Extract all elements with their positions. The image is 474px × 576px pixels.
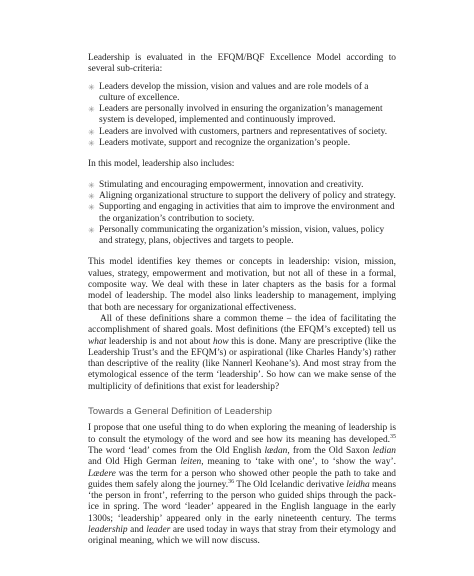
asterisk-bullet-icon: ✳ bbox=[88, 127, 95, 137]
asterisk-bullet-icon: ✳ bbox=[88, 225, 95, 235]
footnote-ref: 36 bbox=[228, 478, 235, 485]
model-intro: In this model, leadership also includes: bbox=[88, 159, 235, 170]
criteria-item: ✳ Leaders are involved with customers, partners and representatives of society. bbox=[88, 126, 388, 137]
includes-item: ✳ Supporting and engaging in activities that aim to improve the environment and the organization’s contribution to society. bbox=[88, 202, 395, 224]
etymology-paragraph: I propose that one useful thing to do when exploring the meaning of leadership is to consult the etymology of the word and see how its meaning has developed.$^{35}$ The word ‘lead’ comes from the Old English lædan, from the Old Saxon ledian and Old High German leiten, meaning to ‘take with one’, to ‘show the way’. Lædere was the term for a person who showed other people the path to take and guides them safely along the journey.$^{36}$ The Old Icelandic derivative leidha means ‘the person in front’, referring to the person who guided ships through the pack-ice in spring. The word ‘leader’ appeared in the English language in the early 1300s; ‘leadership’ appeared only in the early nineteenth century. The terms leadership and leader are used today in ways that stray from their etymology and original meaning, which we will now discuss. bbox=[88, 423, 396, 547]
asterisk-bullet-icon: ✳ bbox=[88, 191, 95, 201]
footnote-ref: 35 bbox=[390, 433, 396, 440]
criteria-item: ✳ Leaders motivate, support and recognize the organization’s people. bbox=[88, 138, 351, 149]
themes-paragraph: This model identifies key themes or concepts in leadership: vision, mission, values, strategy, empowerment and motivation, but not all of these in a formal, composite way. We deal with these in later chapters as the basis for a formal model of leadership. The model also links leadership to management, implying that both are necessary for organizational effectiveness. bbox=[88, 257, 396, 313]
criteria-item: ✳ Leaders develop the mission, vision and values and are role models of a culture of excellence. bbox=[88, 81, 369, 103]
definitions-paragraph: All of these definitions share a common theme – the idea of facilitating the accomplishment of shared goals. Most definitions (the EFQM’s excepted) tell us what leadership is and not about how this is done. Many are prescriptive (like the Leadership Trust’s and the EFQM’s) or aspirational (like Charles Handy’s) rather than descriptive of the reality (like Nannerl Keohane’s). And most stray from the etymological essence of the term ‘leadership’. So how can we make sense of the multiplicity of definitions that exist for leadership? bbox=[88, 313, 396, 392]
includes-item: ✳ Stimulating and encouraging empowerment, innovation and creativity. bbox=[88, 179, 364, 190]
asterisk-bullet-icon: ✳ bbox=[88, 82, 95, 92]
includes-item: ✳ Aligning organizational structure to support the delivery of policy and strategy. bbox=[88, 190, 396, 201]
section-heading: Towards a General Definition of Leadership bbox=[88, 406, 272, 418]
criteria-item: ✳ Leaders are personally involved in ensuring the organization’s management system is developed, implemented and continuously improved. bbox=[88, 104, 383, 126]
asterisk-bullet-icon: ✳ bbox=[88, 105, 95, 115]
asterisk-bullet-icon: ✳ bbox=[88, 139, 95, 149]
includes-list bbox=[88, 180, 396, 248]
intro-paragraph: Leadership is evaluated in the EFQM/BQF Excellence Model according to several sub-criteria: bbox=[88, 53, 396, 75]
asterisk-bullet-icon: ✳ bbox=[88, 180, 95, 190]
asterisk-bullet-icon: ✳ bbox=[88, 203, 95, 213]
includes-item: ✳ Personally communicating the organization’s mission, vision, values, policy and strategy, plans, objectives and targets to people. bbox=[88, 224, 385, 247]
criteria-list bbox=[88, 82, 396, 150]
